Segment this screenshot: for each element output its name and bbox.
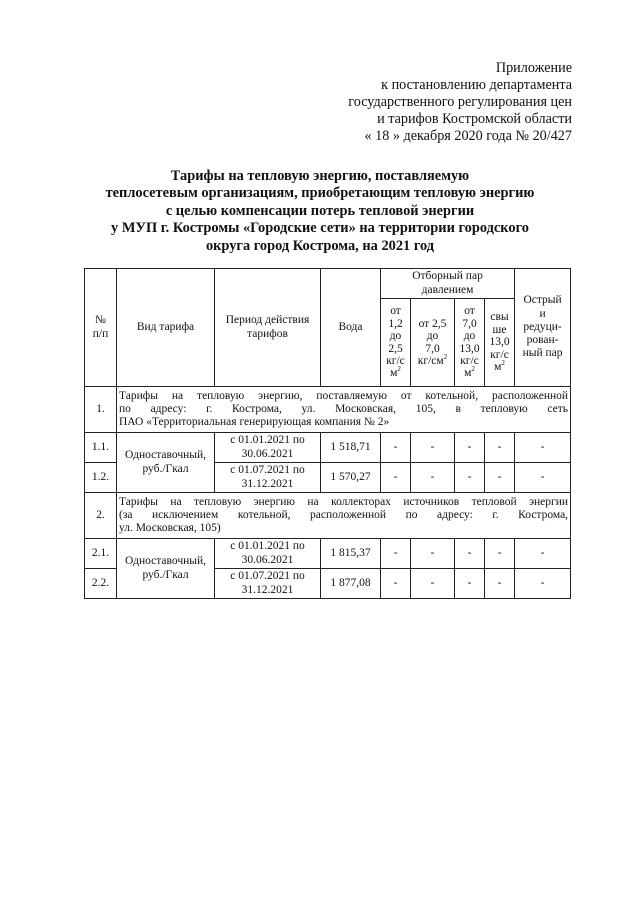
header-water: Вода xyxy=(321,269,381,387)
sharp-steam-value: - xyxy=(515,433,571,463)
header-steam-2: от 2,5 до 7,0 $кг/см^2$ xyxy=(411,299,455,387)
title-line: округа город Кострома, на 2021 год xyxy=(205,237,435,254)
steam-value: - xyxy=(455,433,485,463)
header-steam-group: Отборный пар давлением xyxy=(381,269,515,299)
section-num: 2. xyxy=(85,493,117,539)
header-tariff-type: Вид тарифа xyxy=(117,269,215,387)
table-row xyxy=(85,433,571,463)
title-line: у МУП г. Костромы «Городские сети» на территории городского xyxy=(111,220,529,237)
header-period: Период действия тарифов xyxy=(215,269,321,387)
header-steam-3: от 7,0 до 13,0 кг/с $м^2$ xyxy=(455,299,485,387)
steam-value: - xyxy=(411,463,455,493)
appendix-line: и тарифов Костромской области xyxy=(377,111,572,127)
period-cell: с 01.01.2021 по 30.06.2021 xyxy=(215,539,321,569)
section-row xyxy=(85,493,571,539)
sharp-steam-value: - xyxy=(515,539,571,569)
steam-value: - xyxy=(381,463,411,493)
steam-value: - xyxy=(485,569,515,599)
header-num: № п/п xyxy=(85,269,117,387)
row-num: 2.1. xyxy=(85,539,117,569)
water-value: 1 518,71 xyxy=(321,433,381,463)
appendix-line: к постановлению департамента xyxy=(381,77,572,93)
title-line: теплосетевым организациям, приобретающим тепловую энергию xyxy=(105,185,535,202)
steam-value: - xyxy=(455,569,485,599)
section-num: 1. xyxy=(85,387,117,433)
document-title xyxy=(60,168,580,255)
period-cell: с 01.07.2021 по 31.12.2021 xyxy=(215,463,321,493)
sharp-steam-value: - xyxy=(515,569,571,599)
header-sharp-steam: Острый и редуци- рован- ный пар xyxy=(515,269,571,387)
water-value: 1 815,37 xyxy=(321,539,381,569)
appendix-date-line: « 18 » декабря 2020 года № 20/427 xyxy=(364,128,572,144)
header-steam-1: от 1,2 до 2,5 кг/с $м^2$ xyxy=(381,299,411,387)
steam-value: - xyxy=(381,569,411,599)
section-row xyxy=(85,387,571,433)
section-description: Тарифы на тепловую энергию на коллекторах источников тепловой энергии (за исключением котельной, расположенной по адресу: г. Кострома, ул. Московская, 105) xyxy=(117,493,571,539)
steam-value: - xyxy=(455,463,485,493)
steam-value: - xyxy=(485,463,515,493)
row-num: 2.2. xyxy=(85,569,117,599)
tariff-type-cell: Одноставочный, руб./Гкал xyxy=(117,433,215,493)
appendix-line: государственного регулирования цен xyxy=(348,94,572,110)
appendix-block xyxy=(272,60,572,145)
steam-value: - xyxy=(411,569,455,599)
tariff-table xyxy=(84,268,571,599)
water-value: 1 570,27 xyxy=(321,463,381,493)
steam-value: - xyxy=(485,433,515,463)
steam-value: - xyxy=(381,539,411,569)
steam-value: - xyxy=(485,539,515,569)
water-value: 1 877,08 xyxy=(321,569,381,599)
period-cell: с 01.01.2021 по 30.06.2021 xyxy=(215,433,321,463)
table-row xyxy=(85,539,571,569)
period-cell: с 01.07.2021 по 31.12.2021 xyxy=(215,569,321,599)
steam-value: - xyxy=(411,433,455,463)
steam-value: - xyxy=(381,433,411,463)
title-line: с целью компенсации потерь тепловой энергии xyxy=(165,202,475,219)
header-steam-4: свы ше 13,0 кг/с $м^2$ xyxy=(485,299,515,387)
steam-value: - xyxy=(411,539,455,569)
appendix-line: Приложение xyxy=(495,60,572,76)
sharp-steam-value: - xyxy=(515,463,571,493)
section-description: Тарифы на тепловую энергию, поставляемую от котельной, расположенной по адресу: г. Кострома, ул. Московская, 105, в тепловую сеть ПАО «Территориальная генерирующая компания № 2» xyxy=(117,387,571,433)
tariff-type-cell: Одноставочный, руб./Гкал xyxy=(117,539,215,599)
steam-value: - xyxy=(455,539,485,569)
header-row xyxy=(85,269,571,299)
row-num: 1.1. xyxy=(85,433,117,463)
title-line: Тарифы на тепловую энергию, поставляемую xyxy=(170,168,470,184)
row-num: 1.2. xyxy=(85,463,117,493)
